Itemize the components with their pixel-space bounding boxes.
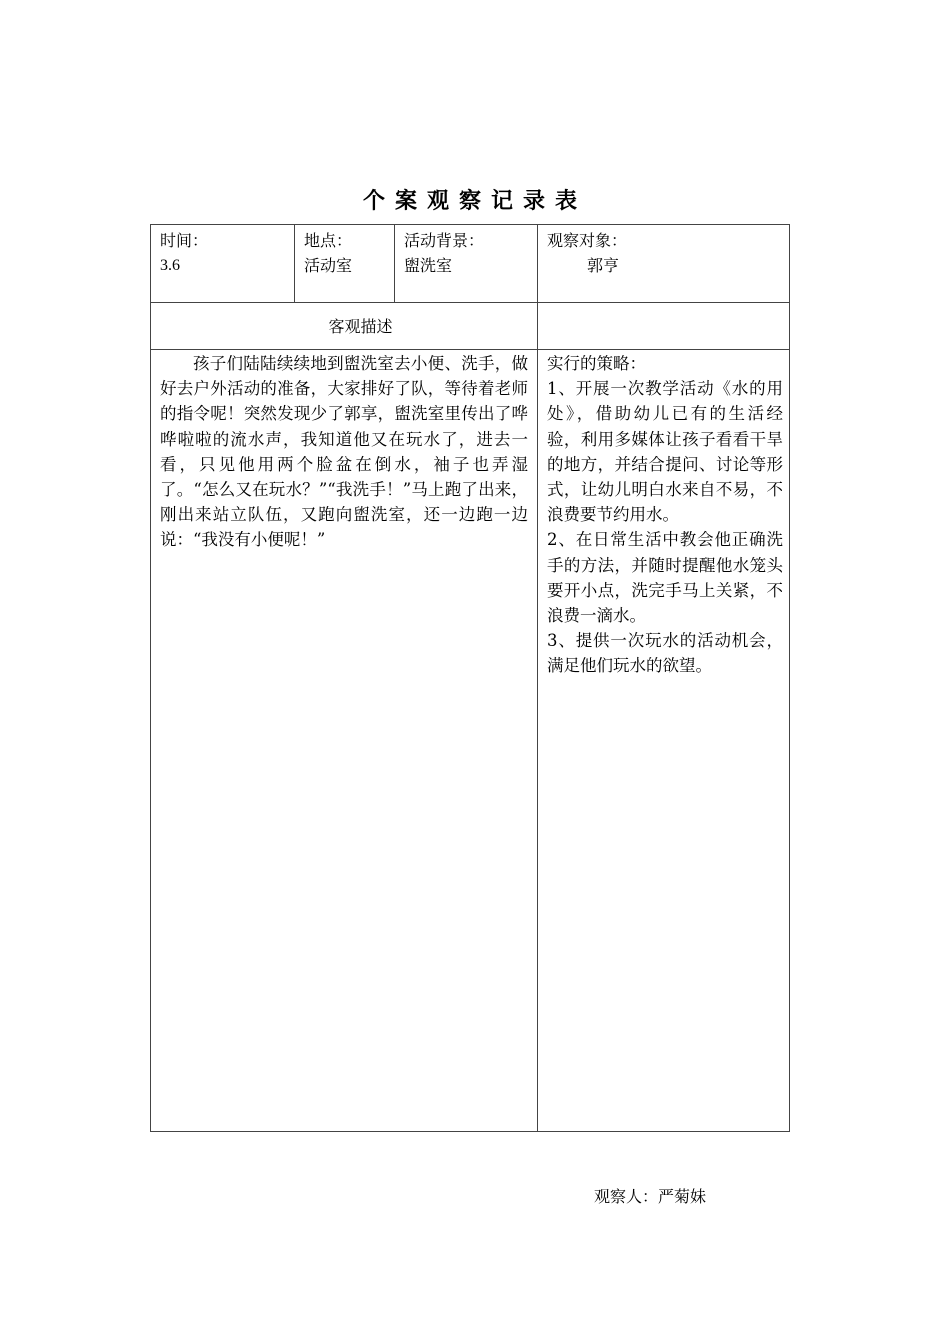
time-label: 时间： — [160, 231, 209, 250]
subject-value: 郭亨 — [587, 256, 620, 275]
time-value: 3.6 — [160, 257, 180, 274]
background-value: 盥洗室 — [404, 256, 453, 275]
subject-label: 观察对象： — [547, 231, 628, 250]
place-value: 活动室 — [304, 256, 353, 275]
background-cell — [404, 228, 534, 278]
strategy-block — [547, 351, 783, 679]
form-title: 个案观察记录表 — [362, 189, 587, 214]
strategy-item: 2、在日常生活中教会他正确洗手的方法，并随时提醒他水笼头要开小点，洗完手马上关紧，不浪费一滴水。 — [547, 530, 783, 626]
table-divider — [537, 225, 538, 1131]
place-label: 地点： — [304, 231, 353, 250]
observer-signature: 观察人：严菊妹 — [594, 1187, 707, 1206]
table-divider — [294, 225, 295, 303]
strategy-item: 1、开展一次教学活动《水的用处》，借助幼儿已有的生活经验，利用多媒体让孩子看看干旱的地方，并结合提问、讨论等形式，让幼儿明白水来自不易，不浪费要节约用水。 — [547, 379, 783, 525]
observation-table — [150, 224, 790, 1132]
time-cell — [160, 228, 290, 278]
table-divider — [151, 349, 789, 350]
objective-description: 孩子们陆陆续续地到盥洗室去小便、洗手，做好去户外活动的准备，大家排好了队，等待着老师的指令呢！突然发现少了郭享，盥洗室里传出了哗哗啦啦的流水声，我知道他又在玩水了，进去一看，只见他用两个脸盆在倒水，袖子也弄湿了。“怎么又在玩水？”“我洗手！”马上跑了出来，刚出来站立队伍，又跑向盥洗室，还一边跑一边说：“我没有小便呢！” — [160, 354, 528, 550]
strategy-item: 3、提供一次玩水的活动机会，满足他们玩水的欲望。 — [547, 631, 783, 676]
table-divider — [394, 225, 395, 303]
strategy-heading: 实行的策略： — [547, 354, 646, 373]
background-label: 活动背景： — [404, 231, 485, 250]
place-cell — [304, 228, 392, 278]
subject-cell — [547, 228, 783, 278]
section-label: 客观描述 — [328, 317, 393, 336]
table-divider — [151, 302, 789, 303]
